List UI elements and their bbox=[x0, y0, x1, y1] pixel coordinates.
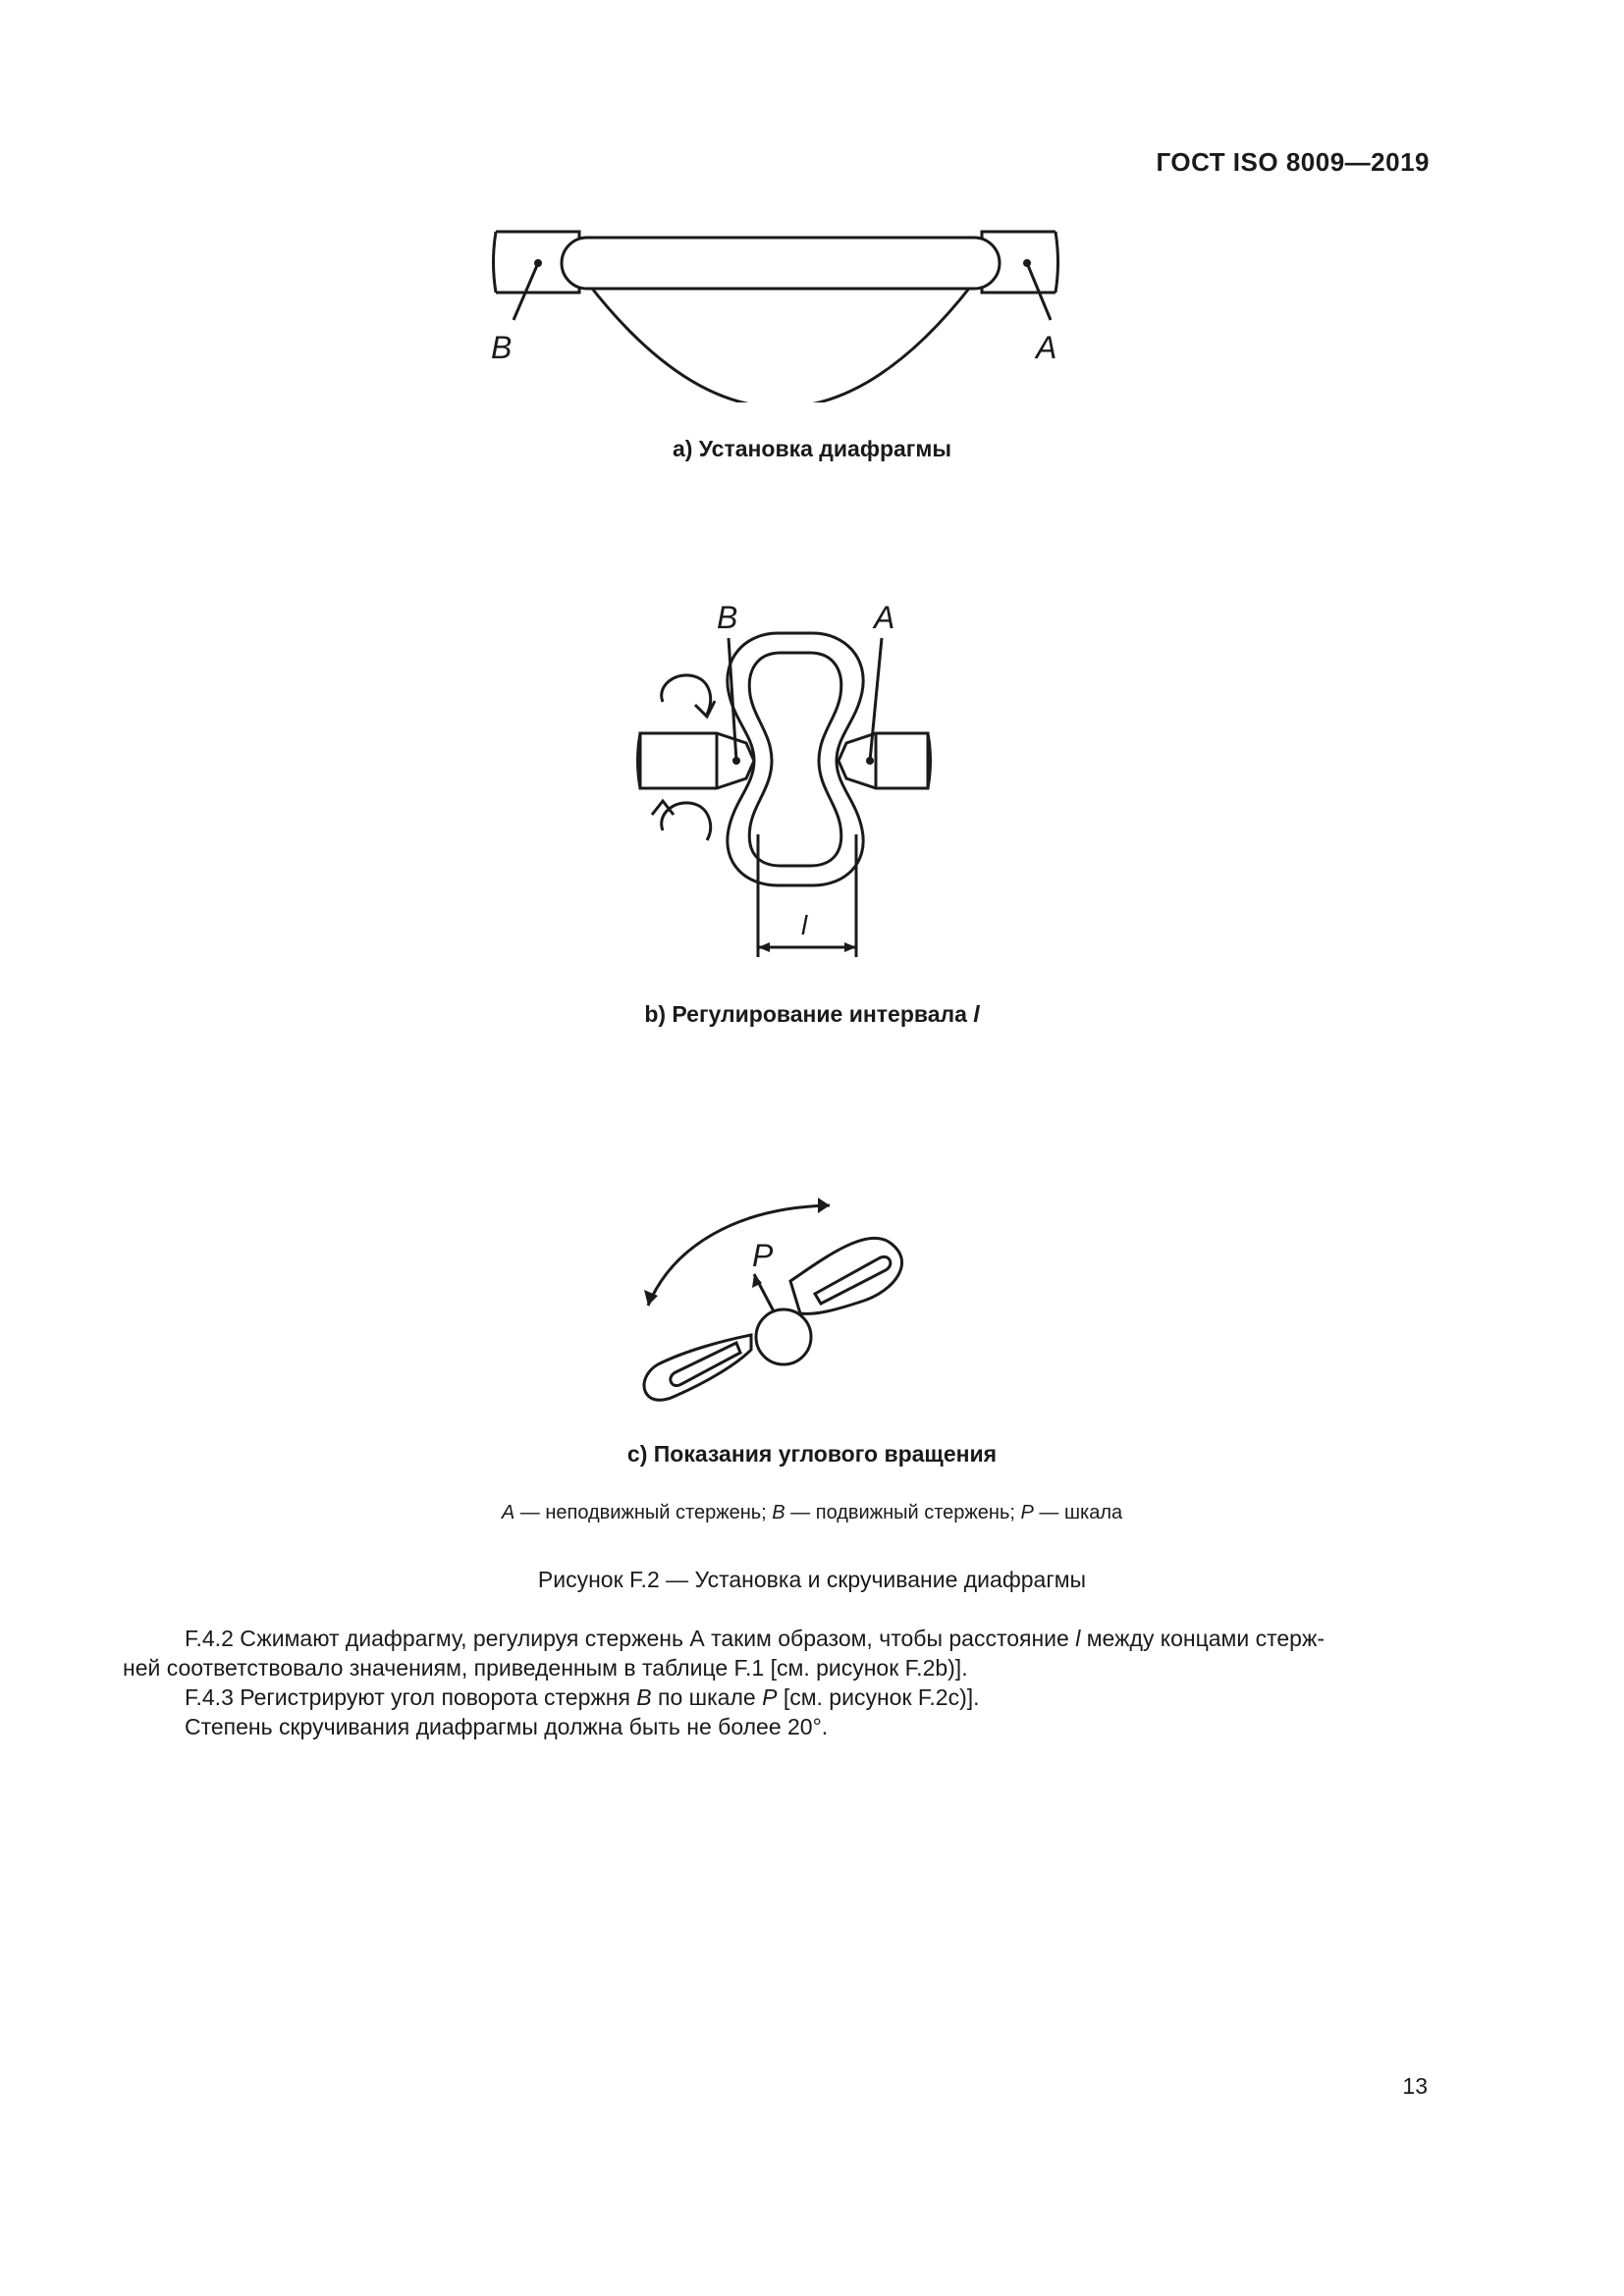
figure-legend bbox=[0, 1502, 1624, 1524]
p1-variable: l bbox=[1075, 1626, 1081, 1651]
body-text bbox=[123, 1624, 1434, 1741]
label-b: B bbox=[491, 330, 513, 365]
p2-part-c: [см. рисунок F.2c)]. bbox=[777, 1684, 980, 1710]
p2-part-b: по шкале bbox=[651, 1684, 763, 1710]
p1-part-a: F.4.2 Сжимают диафрагму, регулируя стержень А таким образом, чтобы расстояние bbox=[185, 1626, 1076, 1651]
caption-a: a) Установка диафрагмы bbox=[672, 436, 952, 461]
caption-c: c) Показания углового вращения bbox=[626, 1441, 998, 1467]
caption-b bbox=[0, 1001, 1624, 1028]
label-a: A bbox=[1036, 330, 1057, 365]
p2-variable-p: P bbox=[762, 1684, 778, 1710]
paragraph-twist-limit: Степень скручивания диафрагмы должна быть не более 20°. bbox=[185, 1714, 829, 1739]
figure-b-diagram bbox=[609, 599, 962, 972]
paragraph-f42 bbox=[123, 1624, 1434, 1653]
caption-b-variable: l bbox=[973, 1001, 980, 1027]
p2-part-a: F.4.3 Регистрируют угол поворота стержня bbox=[185, 1684, 637, 1710]
caption-b-text: b) Регулирование интервала bbox=[644, 1001, 974, 1027]
page-number: 13 bbox=[1402, 2073, 1428, 2099]
paragraph-f42-cont: ней соответствовало значениям, приведенным в таблице F.1 [см. рисунок F.2b)]. bbox=[123, 1655, 968, 1681]
label-a: A bbox=[874, 600, 895, 635]
figure-title: Рисунок F.2 — Установка и скручивание диафрагмы bbox=[537, 1567, 1087, 1592]
legend-sym-b: B bbox=[772, 1502, 785, 1523]
figure-a-diagram bbox=[471, 216, 1080, 402]
legend-text-b: — подвижный стержень; bbox=[785, 1502, 1021, 1523]
legend-text-a: — неподвижный стержень; bbox=[514, 1502, 773, 1523]
p1-part-b: между концами стерж- bbox=[1080, 1626, 1325, 1651]
legend-text-p: — шкала bbox=[1033, 1502, 1123, 1523]
legend-sym-a: A bbox=[501, 1502, 515, 1523]
paragraph-f43 bbox=[123, 1682, 1434, 1712]
p2-variable-b: B bbox=[636, 1684, 652, 1710]
label-b: B bbox=[717, 600, 738, 635]
document-header: ГОСТ ISO 8009—2019 bbox=[1156, 147, 1430, 177]
label-l: l bbox=[801, 910, 808, 940]
legend-sym-p: P bbox=[1020, 1502, 1034, 1523]
label-p: P bbox=[752, 1238, 774, 1273]
figure-c-diagram bbox=[628, 1188, 943, 1414]
